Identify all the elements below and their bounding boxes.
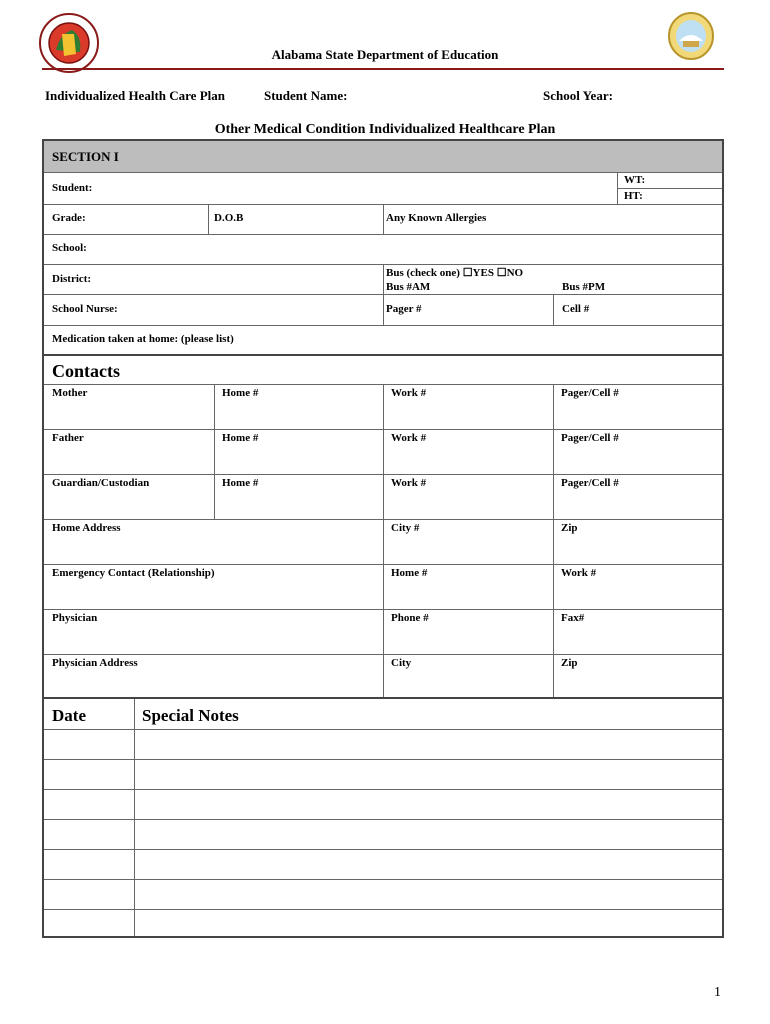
zip-label: Zip [561, 522, 578, 534]
plan-label: Individualized Health Care Plan [45, 88, 225, 103]
city-number-label: City # [391, 522, 420, 534]
dob-label: D.O.B [214, 212, 244, 224]
father-home-label: Home # [222, 432, 259, 444]
home-address-label: Home Address [52, 522, 121, 534]
section-one-header [44, 141, 722, 173]
mother-pager-label: Pager/Cell # [561, 387, 619, 399]
form-title: Other Medical Condition Individualized Healthcare Plan [214, 122, 556, 137]
school-nurse-label: School Nurse: [52, 303, 118, 315]
physician-zip-label: Zip [561, 657, 578, 669]
student-label: Student: [52, 182, 93, 194]
mother-label: Mother [52, 387, 88, 399]
bus-am-label: Bus #AM [386, 281, 431, 293]
medication-label: Medication taken at home: (please list) [52, 333, 234, 345]
guardian-label: Guardian/Custodian [52, 477, 150, 489]
school-year-label: School Year: [543, 88, 613, 103]
contacts-table [42, 354, 724, 699]
physician-city-label: City [391, 657, 412, 669]
cell-label: Cell # [562, 303, 590, 315]
section-one-heading: SECTION I [52, 149, 119, 164]
section-one-table [42, 139, 724, 356]
special-notes-heading: Special Notes [142, 706, 239, 725]
contacts-heading: Contacts [52, 361, 120, 381]
bus-check-label: Bus (check one) ☐YES ☐NO [386, 267, 524, 279]
bus-pm-label: Bus #PM [562, 281, 606, 293]
date-heading: Date [52, 706, 86, 725]
grade-label: Grade: [52, 212, 86, 224]
emergency-contact-label: Emergency Contact (Relationship) [52, 567, 215, 579]
student-name-label: Student Name: [264, 88, 348, 103]
header-rule [42, 68, 724, 70]
guardian-pager-label: Pager/Cell # [561, 477, 619, 489]
mother-home-label: Home # [222, 387, 259, 399]
father-work-label: Work # [391, 432, 427, 444]
emergency-work-label: Work # [561, 567, 597, 579]
pager-label: Pager # [386, 303, 422, 315]
ht-label: HT: [624, 190, 643, 202]
special-notes-table [42, 697, 724, 938]
physician-phone-label: Phone # [391, 612, 429, 624]
guardian-work-label: Work # [391, 477, 427, 489]
district-label: District: [52, 273, 92, 285]
physician-label: Physician [52, 612, 98, 624]
wt-label: WT: [624, 174, 646, 186]
father-label: Father [52, 432, 84, 444]
emergency-home-label: Home # [391, 567, 428, 579]
mother-work-label: Work # [391, 387, 427, 399]
page-number: 1 [714, 985, 721, 1000]
allergies-label: Any Known Allergies [386, 212, 487, 224]
physician-fax-label: Fax# [561, 612, 585, 624]
guardian-home-label: Home # [222, 477, 259, 489]
alabama-state-seal-icon [38, 12, 100, 74]
department-title: Alabama State Department of Education [271, 47, 499, 62]
father-pager-label: Pager/Cell # [561, 432, 619, 444]
school-label: School: [52, 242, 87, 254]
physician-address-label: Physician Address [52, 657, 138, 669]
